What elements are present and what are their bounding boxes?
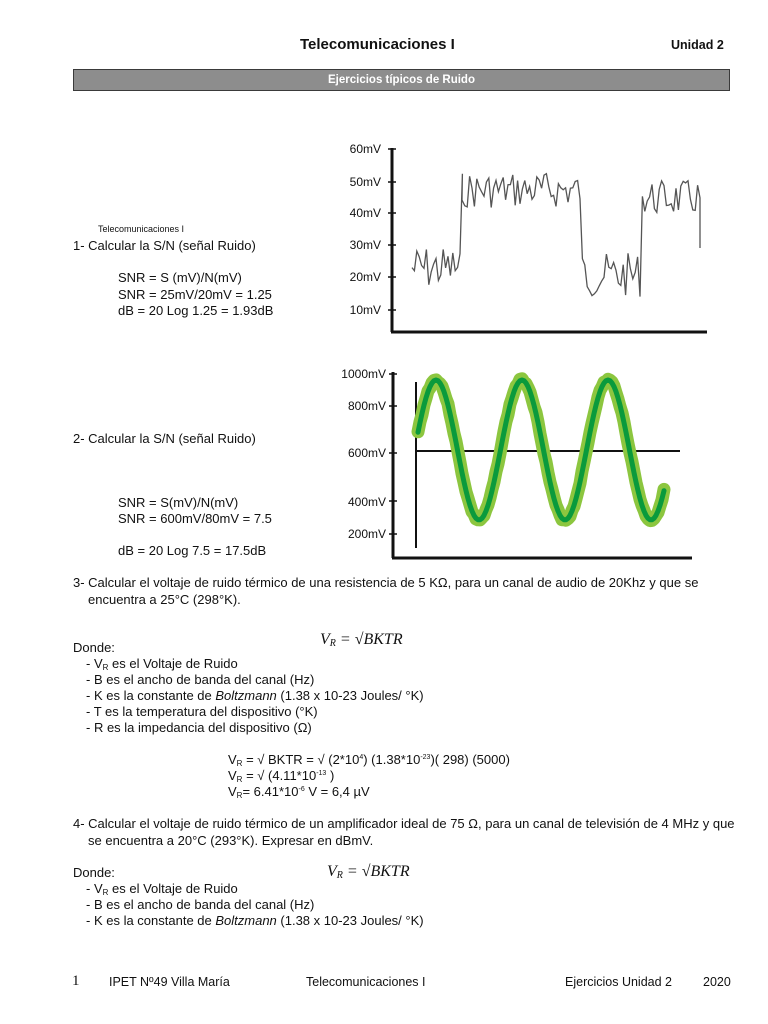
ex4-question-line1: 4- Calcular el voltaje de ruido térmico de un amplificador ideal de 75 Ω, para un canal de televisión de 4 MHz y que [73, 816, 735, 831]
chart1-ytick: 30mV [349, 238, 381, 252]
footer-unit: Ejercicios Unidad 2 [565, 975, 672, 989]
ex1-question: 1- Calcular la S/N (señal Ruido) [73, 238, 256, 253]
ex1-line2: SNR = 25mV/20mV = 1.25 [118, 287, 272, 302]
document-title: Telecomunicaciones I [300, 36, 455, 53]
ex4-formula: $V_R$ = √BKTR [327, 863, 410, 881]
footer-year: 2020 [703, 975, 731, 989]
chart1-ytick: 20mV [349, 270, 381, 284]
chart2-ytick: 600mV [347, 446, 386, 460]
chart2-ytick: 800mV [347, 399, 386, 413]
chart2-ytick: 200mV [347, 527, 386, 541]
chart2-ytick: 1000mV [341, 367, 386, 381]
definition-item: - $V_R$ es el Voltaje de Ruido [86, 881, 238, 897]
ex3-calc-line2: $V_R$ = √ ($4.11*10^{-13}$ ) [228, 768, 335, 784]
ex1-line1: SNR = S (mV)/N(mV) [118, 270, 242, 285]
unit-label: Unidad 2 [671, 38, 724, 52]
chart1-ytick: 10mV [349, 303, 381, 317]
chart1-ytick: 40mV [349, 206, 381, 220]
ex3-calc-line1: $V_R$ = √ BKTR = √ $(2*10^4)$ $(1.38*10^{-23})$( 298) (5000) [228, 752, 510, 768]
ex3-calc-line3: $V_R= 6.41*10^{-6}$ V = 6,4 µV [228, 784, 370, 800]
ex2-line3: dB = 20 Log 7.5 = 17.5dB [118, 543, 267, 558]
ex4-donde: Donde: [73, 865, 115, 880]
ex2-question: 2- Calcular la S/N (señal Ruido) [73, 431, 256, 446]
ex3-formula: $V_R$ = √BKTR [320, 631, 403, 649]
ex3-donde: Donde: [73, 640, 115, 655]
ex3-question-line1: 3- Calcular el voltaje de ruido térmico de una resistencia de 5 KΩ, para un canal de audio de 20Khz y que se [73, 575, 699, 590]
chart1-ytick: 50mV [349, 175, 381, 189]
ex2-line2: SNR = 600mV/80mV = 7.5 [118, 511, 272, 526]
section-banner: Ejercicios típicos de Ruido [73, 69, 730, 91]
ex4-question-line2: se encuentra a 20°C (293°K). Expresar en dBmV. [88, 833, 374, 848]
ex3-question-line2: encuentra a 25°C (298°K). [88, 592, 241, 607]
page-number: 1 [72, 973, 80, 989]
definition-item: - K es la constante de Boltzmann (1.38 x 10-23 Joules/ °K) [86, 913, 424, 928]
footer-school: IPET Nº49 Villa María [109, 975, 230, 989]
definition-item: - K es la constante de Boltzmann (1.38 x 10-23 Joules/ °K) [86, 688, 424, 703]
definition-item: - B es el ancho de banda del canal (Hz) [86, 672, 315, 687]
ex1-line3: dB = 20 Log 1.25 = 1.93dB [118, 303, 274, 318]
definition-item: - R es la impedancia del dispositivo (Ω) [86, 720, 312, 735]
definition-item: - B es el ancho de banda del canal (Hz) [86, 897, 315, 912]
chart1-ytick: 60mV [349, 142, 381, 156]
chart2-ytick: 400mV [347, 495, 386, 509]
definition-item: - T es la temperatura del dispositivo (°K) [86, 704, 318, 719]
footer-subject: Telecomunicaciones I [306, 975, 426, 989]
definition-item: - $V_R$ es el Voltaje de Ruido [86, 656, 238, 672]
small-header-label: Telecomunicaciones I [98, 224, 185, 234]
ex2-line1: SNR = S(mV)/N(mV) [118, 495, 239, 510]
